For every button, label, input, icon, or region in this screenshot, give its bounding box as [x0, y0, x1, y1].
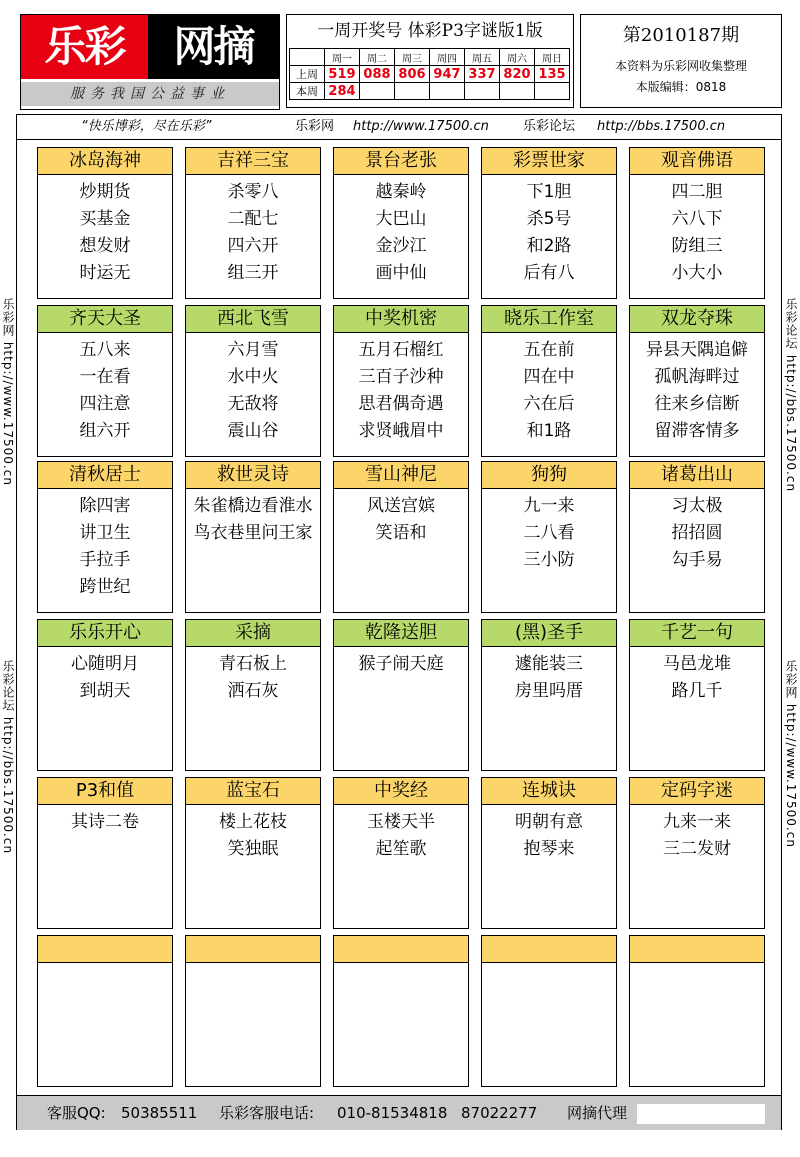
tip-line: 画中仙	[375, 263, 427, 283]
footer-agent-label: 网摘代理	[567, 1104, 628, 1122]
tip-line: 手拉手	[79, 550, 131, 570]
tip-card-title	[334, 936, 468, 963]
tip-line: 朱雀橋边看淮水	[193, 496, 313, 516]
tip-card-body	[630, 333, 764, 445]
tip-line: 异县天隅追僻	[646, 340, 748, 360]
tip-line: 其诗二卷	[71, 812, 139, 832]
tip-card-body	[482, 963, 616, 967]
tip-line: 金沙江	[375, 236, 427, 256]
tip-line: 笑独眠	[227, 839, 279, 859]
tip-line: 无敌将	[227, 394, 279, 414]
tip-line: 买基金	[79, 209, 131, 229]
weekly-draw-title: 一周开奖号 体彩P3字谜版1版	[317, 21, 543, 41]
tip-card-title: 景台老张	[334, 148, 468, 175]
side-text-right-bottom: 乐彩网 http://www.17500.cn	[784, 660, 798, 848]
draw-value: 820	[500, 66, 535, 83]
tip-line: 青石板上	[219, 654, 287, 674]
draw-value: 806	[395, 66, 430, 83]
tip-card-body	[38, 805, 172, 836]
tip-card-title: P3和值	[38, 778, 172, 805]
tip-line: 五八来	[79, 340, 131, 360]
banner-forum-name: 乐彩论坛	[523, 119, 576, 134]
tip-card	[629, 935, 765, 1087]
draw-value	[500, 83, 535, 100]
tip-card-title: 救世灵诗	[186, 462, 320, 489]
tip-card	[333, 461, 469, 613]
tip-line: 留滞客情多	[654, 421, 740, 441]
tip-line: 抱琴来	[523, 839, 575, 859]
footer-qq-value: 50385511	[121, 1104, 198, 1122]
tip-card-title	[186, 936, 320, 963]
tip-card	[481, 777, 617, 929]
tip-line: 楼上花枝	[219, 812, 287, 832]
tip-line: 风送宫嫔	[367, 496, 435, 516]
tip-line: 一在看	[79, 367, 131, 387]
tip-card-body	[186, 647, 320, 705]
tip-line: 杀5号	[526, 209, 572, 229]
tip-card-body	[630, 489, 764, 574]
day-header: 周三	[395, 49, 430, 66]
tip-line: 遽能装三	[515, 654, 583, 674]
side-text-left-bottom: 乐彩论坛 http://bbs.17500.cn	[1, 660, 15, 855]
tip-card-title: 蓝宝石	[186, 778, 320, 805]
tip-card	[629, 147, 765, 299]
tip-card	[37, 935, 173, 1087]
tip-card-title: 定码字迷	[630, 778, 764, 805]
tip-card-body	[630, 963, 764, 967]
tip-card-title: 清秋居士	[38, 462, 172, 489]
draw-value: 947	[430, 66, 465, 83]
day-header: 周四	[430, 49, 465, 66]
tip-line: 二配七	[227, 209, 279, 229]
tip-line: 三百子沙种	[358, 367, 444, 387]
draw-value	[430, 83, 465, 100]
draw-value: 135	[535, 66, 570, 83]
tip-card-body	[482, 333, 616, 445]
tip-line: 路几千	[671, 681, 723, 701]
side-text-left-top: 乐彩网 http://www.17500.cn	[1, 298, 15, 486]
tip-card-body	[38, 175, 172, 287]
tip-line: 和1路	[526, 421, 572, 441]
tip-card	[629, 461, 765, 613]
draw-value	[395, 83, 430, 100]
footer-phone-value-2: 87022277	[461, 1104, 538, 1122]
footer-bar	[17, 1095, 781, 1130]
tip-card-body	[334, 647, 468, 678]
tip-card-title: 双龙夺珠	[630, 306, 764, 333]
tip-card-body	[334, 963, 468, 967]
tip-card-title: 诸葛出山	[630, 462, 764, 489]
tip-line: 招招圆	[671, 523, 723, 543]
tip-card-title	[482, 936, 616, 963]
footer-phone-label: 乐彩客服电话:	[219, 1104, 315, 1122]
tip-card-body	[482, 647, 616, 705]
tip-card	[481, 147, 617, 299]
draw-value: 519	[325, 66, 360, 83]
tip-line: 心随明月	[71, 654, 139, 674]
banner-site-url[interactable]: http://www.17500.cn	[353, 119, 489, 134]
draw-value	[360, 83, 395, 100]
tip-card-body	[482, 175, 616, 287]
tip-line: 六在后	[523, 394, 575, 414]
logo-right-text: 网摘	[148, 15, 279, 79]
footer-qq-label: 客服QQ:	[47, 1104, 106, 1122]
tip-card-title: 齐天大圣	[38, 306, 172, 333]
tip-card-title	[630, 936, 764, 963]
draw-corner-cell	[290, 49, 325, 66]
tip-line: 想发财	[79, 236, 131, 256]
tip-card	[333, 619, 469, 771]
tip-card-title: 观音佛语	[630, 148, 764, 175]
tip-line: 除四害	[79, 496, 131, 516]
tip-line: 思君偶奇遇	[358, 394, 444, 414]
tip-line: 四二胆	[671, 182, 723, 202]
draw-value	[465, 83, 500, 100]
tip-line: 起笙歌	[375, 839, 427, 859]
tip-card-body	[334, 489, 468, 547]
tip-line: 洒石灰	[227, 681, 279, 701]
tip-line: 到胡天	[79, 681, 131, 701]
weekly-draw-table	[289, 48, 570, 100]
tip-card-title: (黑)圣手	[482, 620, 616, 647]
tip-card	[481, 305, 617, 457]
side-text-right-top: 乐彩论坛 http://bbs.17500.cn	[784, 298, 798, 493]
tip-card-body	[334, 333, 468, 445]
tip-card-title: 采摘	[186, 620, 320, 647]
tip-line: 孤帆海畔过	[654, 367, 740, 387]
tip-line: 后有八	[523, 263, 575, 283]
tip-card	[185, 935, 321, 1087]
main-frame	[16, 114, 782, 1130]
tip-card-body	[38, 333, 172, 445]
tip-card	[333, 777, 469, 929]
tip-card-body	[630, 805, 764, 863]
tip-line: 时运无	[79, 263, 131, 283]
tip-line: 小大小	[671, 263, 723, 283]
tip-line: 六八下	[671, 209, 723, 229]
draw-value: 337	[465, 66, 500, 83]
tip-card	[333, 305, 469, 457]
tip-line: 求贤峨眉中	[358, 421, 444, 441]
row-label-last-week: 上周	[290, 66, 325, 83]
slogan: 服务我国公益事业	[21, 82, 279, 106]
tip-line: 下1胆	[526, 182, 572, 202]
tip-card-body	[334, 805, 468, 863]
tip-card	[185, 147, 321, 299]
weekly-draw-panel	[286, 14, 574, 108]
tip-card-grid	[17, 115, 781, 1095]
tip-card-title: 乾隆送胆	[334, 620, 468, 647]
tip-line: 往来乡信断	[654, 394, 740, 414]
tip-card	[185, 619, 321, 771]
tip-line: 水中火	[227, 367, 279, 387]
logo-left-text: 乐彩	[21, 15, 148, 79]
tip-line: 笑语和	[375, 523, 427, 543]
tip-card-title	[38, 936, 172, 963]
tip-card	[37, 461, 173, 613]
tip-card	[185, 777, 321, 929]
tip-line: 鸟衣巷里问王家	[193, 523, 313, 543]
tip-card-title: 西北飞雪	[186, 306, 320, 333]
tip-line: 三二发财	[663, 839, 731, 859]
tip-line: 习太极	[671, 496, 723, 516]
tip-line: 四注意	[79, 394, 131, 414]
tip-card-title: 冰岛海神	[38, 148, 172, 175]
tip-card-title: 彩票世家	[482, 148, 616, 175]
issue-number: 第2010187期	[622, 25, 740, 46]
tip-card-body	[186, 333, 320, 445]
tip-line: 大巴山	[375, 209, 427, 229]
tip-line: 跨世纪	[79, 577, 131, 597]
tip-line: 组三开	[227, 263, 279, 283]
banner-site-name: 乐彩网	[295, 119, 335, 134]
tip-line: 四六开	[227, 236, 279, 256]
tip-card-title: 晓乐工作室	[482, 306, 616, 333]
tip-card-body	[186, 489, 320, 547]
tip-card-body	[38, 963, 172, 967]
tip-card-body	[186, 805, 320, 863]
issue-editor: 本版编辑：0818	[635, 80, 727, 94]
tip-card	[37, 619, 173, 771]
day-header: 周六	[500, 49, 535, 66]
tip-card	[333, 935, 469, 1087]
tip-card-body	[38, 489, 172, 601]
tip-line: 炒期货	[79, 182, 131, 202]
tip-card-title: 连城诀	[482, 778, 616, 805]
tip-line: 猴子闹天庭	[358, 654, 444, 674]
banner-quote: “快乐博彩，尽在乐彩”	[81, 119, 212, 134]
day-header: 周一	[325, 49, 360, 66]
tip-card	[185, 305, 321, 457]
tip-card	[185, 461, 321, 613]
footer-phone-value: 010-81534818	[337, 1104, 448, 1122]
draw-value: 088	[360, 66, 395, 83]
tip-card	[481, 935, 617, 1087]
tip-line: 五月石榴红	[358, 340, 444, 360]
tip-line: 二八看	[523, 523, 575, 543]
tip-line: 五在前	[523, 340, 575, 360]
tip-card	[37, 777, 173, 929]
day-header: 周日	[535, 49, 570, 66]
tip-card-body	[38, 647, 172, 705]
issue-info-panel	[580, 14, 782, 108]
day-header: 周五	[465, 49, 500, 66]
tip-line: 马邑龙堆	[663, 654, 731, 674]
banner-forum-url[interactable]: http://bbs.17500.cn	[597, 119, 726, 134]
tip-card-body	[630, 647, 764, 705]
draw-value	[535, 83, 570, 100]
tip-line: 杀零八	[227, 182, 279, 202]
tip-card-title: 吉祥三宝	[186, 148, 320, 175]
footer-agent-blank	[637, 1104, 765, 1124]
tip-line: 房里吗厝	[515, 681, 583, 701]
tip-line: 玉楼天半	[367, 812, 435, 832]
tip-line: 九一来	[523, 496, 575, 516]
draw-last-week-row	[290, 66, 570, 83]
tip-card-body	[482, 489, 616, 574]
tip-card	[481, 461, 617, 613]
tip-card	[37, 305, 173, 457]
tip-line: 明朝有意	[515, 812, 583, 832]
tip-line: 九来一来	[663, 812, 731, 832]
tip-line: 越秦岭	[375, 182, 427, 202]
tip-card-body	[482, 805, 616, 863]
draw-days-row	[290, 49, 570, 66]
tip-line: 组六开	[79, 421, 131, 441]
tip-card	[629, 305, 765, 457]
tip-card-body	[186, 963, 320, 967]
tip-card	[629, 619, 765, 771]
tip-card	[333, 147, 469, 299]
draw-value: 284	[325, 83, 360, 100]
tip-card-title: 乐乐开心	[38, 620, 172, 647]
tip-card-title: 狗狗	[482, 462, 616, 489]
tip-line: 防组三	[671, 236, 723, 256]
logo	[20, 14, 280, 110]
tip-card	[481, 619, 617, 771]
tip-line: 震山谷	[227, 421, 279, 441]
tip-line: 四在中	[523, 367, 575, 387]
tip-line: 三小防	[523, 550, 575, 570]
tip-card-title: 千艺一句	[630, 620, 764, 647]
tip-card	[629, 777, 765, 929]
issue-source: 本资料为乐彩网收集整理	[614, 59, 747, 73]
tip-card	[37, 147, 173, 299]
tip-card-body	[630, 175, 764, 287]
row-label-this-week: 本周	[290, 83, 325, 100]
tip-line: 勾手易	[671, 550, 723, 570]
tip-card-body	[334, 175, 468, 287]
day-header: 周二	[360, 49, 395, 66]
tip-card-title: 中奖经	[334, 778, 468, 805]
tip-card-title: 中奖机密	[334, 306, 468, 333]
tip-line: 和2路	[526, 236, 572, 256]
tip-card-title: 雪山神尼	[334, 462, 468, 489]
tip-card-body	[186, 175, 320, 287]
tip-line: 讲卫生	[79, 523, 131, 543]
tip-line: 六月雪	[227, 340, 279, 360]
draw-this-week-row	[290, 83, 570, 100]
